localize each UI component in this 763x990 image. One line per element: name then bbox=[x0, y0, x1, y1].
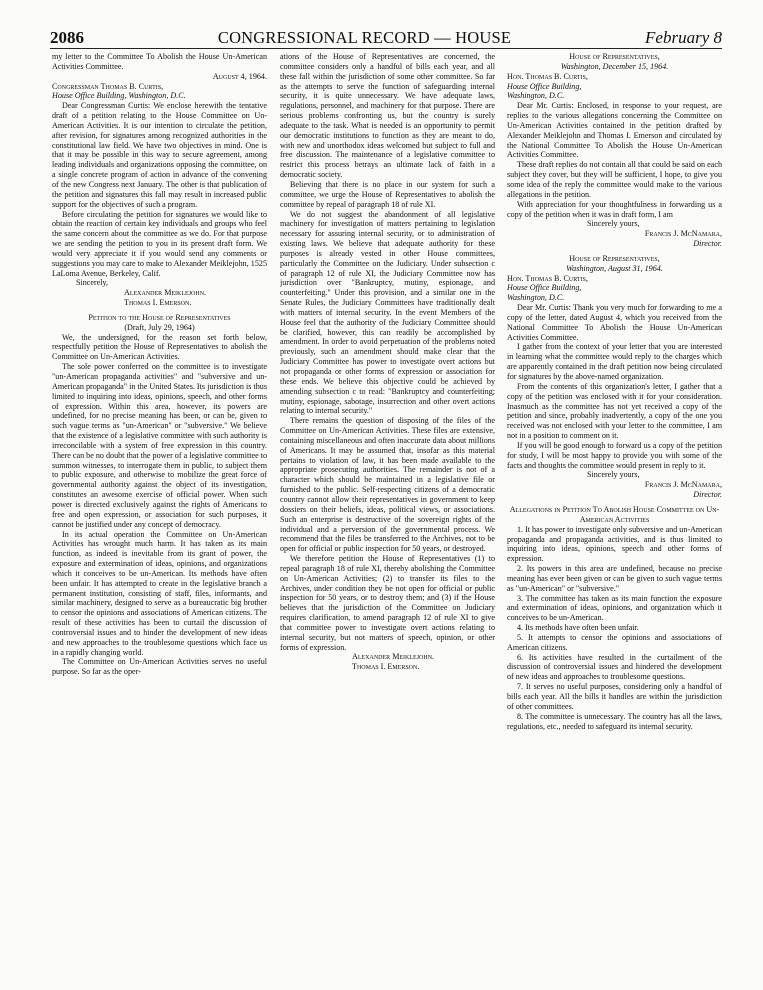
letter-date: August 4, 1964. bbox=[212, 71, 267, 81]
paragraph: With appreciation for your thoughtfulness in forwarding us a copy of the petition when it was in draft form, I am bbox=[507, 199, 722, 219]
paragraph: Before circulating the petition for signatures we would like to obtain the reaction of certain key individuals and groups who feel the same concern about the committee as we do. For that purpose we are sending the petition to you in its present draft form. We would very appreciate it if you would send any comments or suggestions you may care to make to Alexander Meiklejohn, 1525 LaLoma Avenue, Berkeley, Calif. bbox=[52, 209, 267, 278]
page-header bbox=[50, 24, 722, 48]
paragraph: The sole power conferred on the committee is to investigate "un-American propaganda activities" and "subversive and un-American propaganda" in the United States. Its jurisdiction is thus limited to inquiring into ideas, opinions, speech, and other forms of expression. Within this area, however, its powers are undefined, for no precise meaning has been, or can be, given to such vague terms as "un-American" or "subversive." We believe that the existence of a legislative committee with such authority is irreconcilable with a system of free expression in this country. There can be no doubt that the power of a legislative committee to summon witnesses, to interrogate them in public, to subject them to public exposure, and otherwise to mobilize the great force of governmental authority against the object of its investigation, constitutes an awesome exercise of official power. When such power is directed exclusively against the rights of Americans to free and open expression, or association for such purposes, it cannot be justified under any concept of democracy. bbox=[52, 362, 267, 529]
letter-address: Washington, D.C. bbox=[507, 91, 565, 101]
list-item: 8. The committee is unnecessary. The country has all the laws, regulations, etc., needed to safeguard its internal security. bbox=[507, 711, 722, 731]
paragraph: There remains the question of disposing of the files of the Committee on Un-American Activities. These files are extensive, containing miscellaneous and often inaccurate data about millions of Americans. It may be assumed that, insofar as this material pertains to violation of law, it has been made available to the appropriate prosecuting authorities. The remainder is not of a character which should be maintained in a legislative file or furnished to the public. Self-respecting citizens of a democratic country cannot allow their representatives in government to keep dossiers on their beliefs, ideas, political views, or associations. Such an enterprise is destructive of the sovereign rights of the individual and a perversion of the governmental process. We recommend that the files be transferred to the Archives, not to be open for official or public inspection for 50 years, or destroyed. bbox=[280, 416, 495, 554]
list-item: 2. Its powers in this area are undefined, because no precise meaning has ever been given or can be given to such vague terms as "un-American" or "subversive." bbox=[507, 564, 722, 593]
paragraph: ations of the House of Representatives are concerned, the committee considers only a handful of bills each year, and all these fall within the jurisdiction of some other committee. So far as the attempts to serve the function of safeguarding internal security, it is quite unnecessary. We have adequate laws, regulations, personnel, and machinery for that purpose. There are serious problems confronting us, but the country is surely adequate to the task. What is needed is an opportunity to permit our democratic institutions to function as they are meant to do, with new and unorthodox ideas welcomed but subject to full and free discussion. The maintenance of a legislative committee to restrict this process betrays an ultimate lack of faith in a democratic society. bbox=[280, 52, 495, 180]
paragraph: Dear Congressman Curtis: We enclose herewith the tentative draft of a petition relating to the House Committee on Un-American Activities. It is our intention to circulate the petition, after revision, for signatures among recognized authorities in the constitutional law field. We have two objectives in mind. One is that it may be possible in this way to secure agreement, among leading individuals and organizations opposing the committee, on a single concrete program of action in advance of the convening of the new Congress next January. The other is that publication of the petition and signatures this fall may result in increased public support for the objectives of such a program. bbox=[52, 101, 267, 209]
publication-title: CONGRESSIONAL RECORD — HOUSE bbox=[217, 28, 512, 47]
letter-addressee: Hon. Thomas B. Curtis, bbox=[507, 71, 588, 81]
signature: Alexander Meiklejohn. bbox=[124, 288, 207, 298]
section-heading: Allegations in Petition To Abolish House Committee on Un-American Activities bbox=[509, 504, 720, 524]
letter-addressee: Congressman Thomas B. Curtis, bbox=[52, 81, 164, 91]
paragraph: We, the undersigned, for the reason set forth below, respectfully petition the House of Representatives to abolish the Committee on Un-American Activities. bbox=[52, 332, 267, 362]
paragraph: These draft replies do not contain all that could be said on each subject they cover, but they will be sufficient, I hope, to give you some idea of the reply the committee would make to the various allegations in the petition. bbox=[507, 160, 722, 199]
signature: Francis J. McNamara, bbox=[644, 229, 722, 239]
letter-address: Washington, D.C. bbox=[507, 293, 565, 303]
column-2 bbox=[280, 52, 495, 986]
page-number: 2086 bbox=[50, 28, 84, 47]
letter-closing: Sincerely yours, bbox=[587, 219, 640, 229]
list-item: 4. Its methods have often been unfair. bbox=[517, 623, 639, 633]
signature: Alexander Meiklejohn. bbox=[352, 652, 435, 662]
list-item: 7. It serves no useful purposes, considering only a handful of bills each year. All the bills it handles are within the jurisdiction of other committees. bbox=[507, 682, 722, 711]
signature: Francis J. McNamara, bbox=[644, 480, 722, 490]
letter-date: Washington, August 31, 1964. bbox=[566, 263, 663, 273]
letter-closing: Sincerely yours, bbox=[587, 470, 640, 480]
list-item: 3. The committee has taken as its main function the exposure and extermination of ideas, opinions, and organization which it conceives to be un-American. bbox=[507, 593, 722, 623]
letter-addressee: Hon. Thomas B. Curtis, bbox=[507, 273, 588, 283]
signature: Thomas I. Emerson. bbox=[352, 662, 420, 672]
paragraph: I gather from the context of your letter that you are interested in learning what the committee would reply to the charges which are apparently contained in the draft petition now being circulated for signatures by the above-named organization. bbox=[507, 342, 722, 381]
column-3 bbox=[507, 52, 722, 986]
letter-header: House of Representatives, bbox=[569, 52, 660, 61]
section-subheading: (Draft, July 29, 1964) bbox=[124, 322, 195, 332]
paragraph: If you will be good enough to forward us a copy of the petition for study, I will be most happy to provide you with some of the facts and thoughts the committee would present in reply to it. bbox=[507, 440, 722, 470]
list-item: 6. Its activities have resulted in the curtailment of the discussion of controversial issues and hindered the development of new ideas and approaches to troublesome questions. bbox=[507, 652, 722, 682]
section-heading: Petition to the House of Representatives bbox=[88, 312, 231, 322]
paragraph: The Committee on Un-American Activities serves no useful purpose. So far as the oper- bbox=[52, 657, 267, 677]
header-rule bbox=[50, 48, 722, 49]
letter-address: House Office Building, Washington, D.C. bbox=[52, 91, 186, 101]
paragraph: Dear Mr. Curtis: Thank you very much for forwarding to me a copy of the letter, dated August 4, which you received from the National Committee To Abolish the House Un-American Activities Committee. bbox=[507, 303, 722, 342]
letter-closing: Sincerely, bbox=[76, 278, 109, 288]
paragraph: Dear Mr. Curtis: Enclosed, in response to your request, are replies to the various allegations concerning the Committee on Un-American Activities contained in the petition drafted by Alexander Meiklejohn and Thomas I. Emerson and circulated by the National Committee To Abolish the House Un-American Activities Committee. bbox=[507, 101, 722, 160]
list-item: 5. It attempts to censor the opinions and associations of American citizens. bbox=[507, 632, 722, 652]
signature-title: Director. bbox=[693, 490, 722, 500]
list-item: 1. It has power to investigate only subversive and un-American propaganda and propaganda activities, and is thus limited to inquiring into ideas, opinions, speech and other forms of expression. bbox=[507, 524, 722, 564]
letter-address: House Office Building, bbox=[507, 81, 582, 91]
letter-address: House Office Building, bbox=[507, 283, 582, 293]
paragraph: Believing that there is no place in our system for such a committee, we urge the House of Representatives to abolish the committee by repeal of paragraph 18 of rule XI. bbox=[280, 179, 495, 209]
paragraph: In its actual operation the Committee on Un-American Activities has wrought much harm. It has taken as its main function, as indeed is inevitable from its grant of power, the exposure and extermination of ideas, opinions, and organizations which it conceives to be un-American. Its methods have often been unfair. It has attempted to create in the legislative branch a permanent institution, consisting of staff, files, informants, and similar machinery, designed to serve as a bureaucratic big brother to censor the opinions and associations of American citizens. The result of these activities has been to curtail the discussion of controversial issues and to hinder the development of new ideas and new approaches to the troublesome questions which face us in a rapidly changing world. bbox=[52, 529, 267, 657]
signature: Thomas I. Emerson. bbox=[124, 298, 192, 308]
signature-title: Director. bbox=[693, 239, 722, 249]
paragraph: my letter to the Committee To Abolish the House Un-American Activities Committee. bbox=[52, 52, 267, 71]
letter-header: House of Representatives, bbox=[569, 253, 660, 263]
issue-date: February 8 bbox=[645, 28, 722, 47]
letter-date: Washington, December 15, 1964. bbox=[560, 61, 669, 71]
paragraph: We therefore petition the House of Representatives (1) to repeal paragraph 18 of rule XI, thereby abolishing the Committee on Un-American Activities; (2) to transfer its files to the Archives, under condition they be not open for official or public inspection for 50 years, or to destroy them; and (3) if the House believes that the jurisdiction of the Committee on Judiciary requires clarification, to amend paragraph 12 of rule XI to give that committee power to investigate overt actions relating to internal security, but not matters of speech, opinion, or other forms of expression. bbox=[280, 554, 495, 652]
paragraph: We do not suggest the abandonment of all legislative machinery for investigation of matters pertaining to legislation necessary for assuring internal security, or to administration of existing laws. We believe that adequate authority for these purposes is already vested in other House committees, particularly the Committee on the Judiciary. Under subsection c of paragraph 12 of rule XI, the Judiciary Committee now has jurisdiction over "Bankruptcy, mutiny, espionage, and counterfeiting." Under this provision, and a similar one in the Senate Rules, the Judiciary Committees have traditionally dealt with matters of internal security. In the event Members of the House feel that the authority of the Judiciary Committee should be clarified, however, this can readily be accomplished by amendment. In order to avoid perpetuation of the problems noted previously, such an amendment should make clear that the Judiciary Committee has power to investigate overt actions but not propaganda or other forms of expression or association for these ends. We believe this objective could be achieved by amending subsection c to read: "Bankruptcy and counterfeiting; mutiny, espionage, sabotage, insurrection and other overt actions relating to internal security." bbox=[280, 209, 495, 416]
paragraph: From the contents of this organization's letter, I gather that a copy of the petition was enclosed with it for your consideration. Inasmuch as the committee has not yet received a copy of the petition and since, probably inadvertently, a copy of the one you received was not enclosed with your letter to the committee, I am not in a position to comment on it. bbox=[507, 381, 722, 441]
column-1 bbox=[52, 52, 267, 986]
